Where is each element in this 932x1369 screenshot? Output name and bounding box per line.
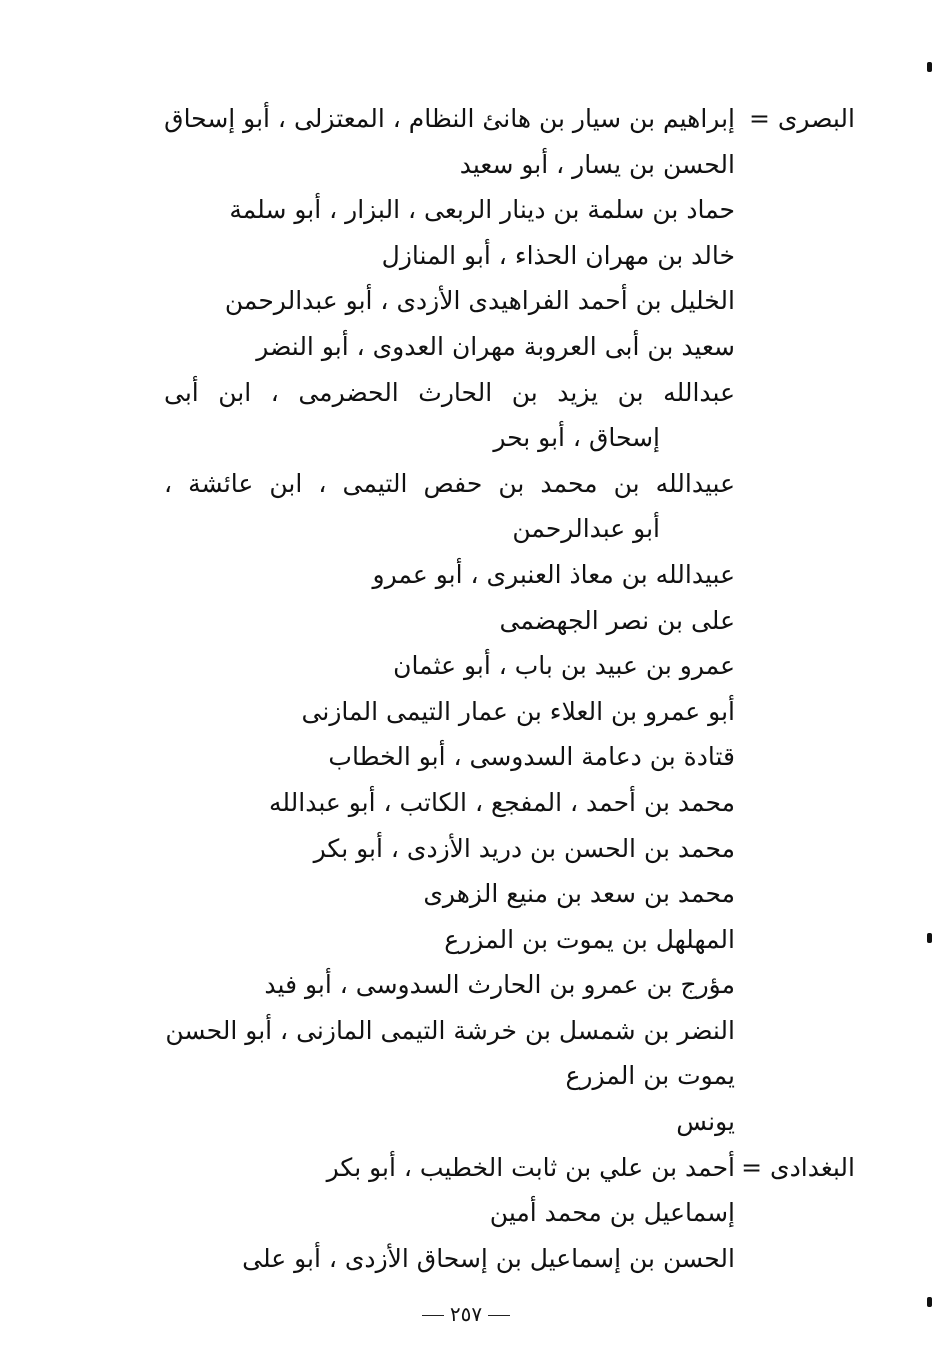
entry-text: إبراهيم بن سيار بن هانئ النظام ، المعتزلى ، أبو إسحاق	[164, 104, 735, 133]
index-line	[0, 324, 932, 370]
entry-text: خالد بن مهران الحذاء ، أبو المنازل	[381, 240, 735, 270]
entry-text: الحسن بن يسار ، أبو سعيد	[459, 149, 735, 179]
margin-mark	[927, 1297, 932, 1307]
margin-mark	[927, 62, 932, 72]
index-line	[0, 96, 932, 142]
index-line	[0, 689, 932, 735]
entry-text: سعيد بن أبى العروبة مهران العدوى ، أبو النضر	[256, 331, 735, 361]
entry-text: الحسن بن إسماعيل بن إسحاق الأزدى ، أبو على	[242, 1243, 735, 1273]
page-number-footer	[0, 1302, 932, 1326]
index-line	[0, 780, 932, 826]
section-heading: البغدادى =	[741, 1152, 855, 1182]
index-line	[0, 962, 932, 1008]
index-line	[0, 278, 932, 324]
index-line	[0, 506, 932, 552]
entry-text: حماد بن سلمة بن دينار الربعى ، البزار ، أبو سلمة	[229, 195, 735, 225]
index-line	[0, 142, 932, 188]
index-line	[0, 871, 932, 917]
index-line	[0, 461, 932, 507]
entry-text: النضر بن شمسل بن خرشة التيمى المازنى ، أبو الحسن	[165, 1015, 735, 1045]
entry-text: عبيدالله بن معاذ العنبرى ، أبو عمرو	[372, 559, 735, 589]
index-line	[0, 415, 932, 461]
left-dash	[488, 1315, 510, 1316]
entry-text: قتادة بن دعامة السدوسى ، أبو الخطاب	[328, 742, 735, 772]
entry-continuation: أبو عبدالرحمن	[512, 514, 660, 544]
index-line	[0, 370, 932, 416]
entry-text: محمد بن الحسن بن دريد الأزدى ، أبو بكر	[313, 833, 735, 863]
entry-text: يموت بن المزرع	[565, 1061, 735, 1091]
index-line	[0, 1008, 932, 1054]
index-line	[0, 233, 932, 279]
entry-text: الخليل بن أحمد الفراهيدى الأزدى ، أبو عبدالرحمن	[224, 286, 735, 316]
entry-text: محمد بن سعد بن منيع الزهرى	[423, 879, 735, 909]
index-line	[0, 1190, 932, 1236]
index-line	[0, 1145, 932, 1191]
index-line	[0, 917, 932, 963]
entry-text: مؤرج بن عمرو بن الحارث السدوسى ، أبو فيد	[264, 970, 735, 1000]
entry-text: محمد بن أحمد ، المفجع ، الكاتب ، أبو عبدالله	[268, 787, 735, 817]
entry-text: عبيدالله بن محمد بن حفص التيمى ، ابن عائشة ،	[164, 468, 735, 498]
index-line	[0, 734, 932, 780]
page-number: ٢٥٧	[449, 1302, 483, 1326]
entry-continuation: إسحاق ، أبو بحر	[493, 423, 660, 453]
index-line	[0, 643, 932, 689]
margin-mark	[927, 933, 932, 943]
entry-text: عمرو بن عبيد بن باب ، أبو عثمان	[393, 651, 735, 681]
index-line	[0, 552, 932, 598]
index-line	[0, 826, 932, 872]
index-line	[0, 598, 932, 644]
entry-text: إسماعيل بن محمد أمين	[489, 1198, 735, 1228]
name-index-list	[0, 96, 932, 1281]
entry-text: على بن نصر الجهضمى	[499, 605, 735, 635]
right-dash	[422, 1315, 444, 1316]
index-line	[0, 187, 932, 233]
index-line	[0, 1099, 932, 1145]
entry-text: أبو عمرو بن العلاء بن عمار التيمى المازنى	[301, 696, 735, 726]
entry-text: أحمد بن علي بن ثابت الخطيب ، أبو بكر	[326, 1152, 735, 1182]
section-heading: البصرى =	[748, 104, 855, 133]
entry-text: المهلهل بن يموت بن المزرع	[444, 924, 735, 954]
entry-text: عبدالله بن يزيد بن الحارث الحضرمى ، ابن أبى	[164, 377, 735, 407]
index-line	[0, 1236, 932, 1282]
index-line	[0, 1053, 932, 1099]
entry-text: يونس	[676, 1107, 735, 1137]
